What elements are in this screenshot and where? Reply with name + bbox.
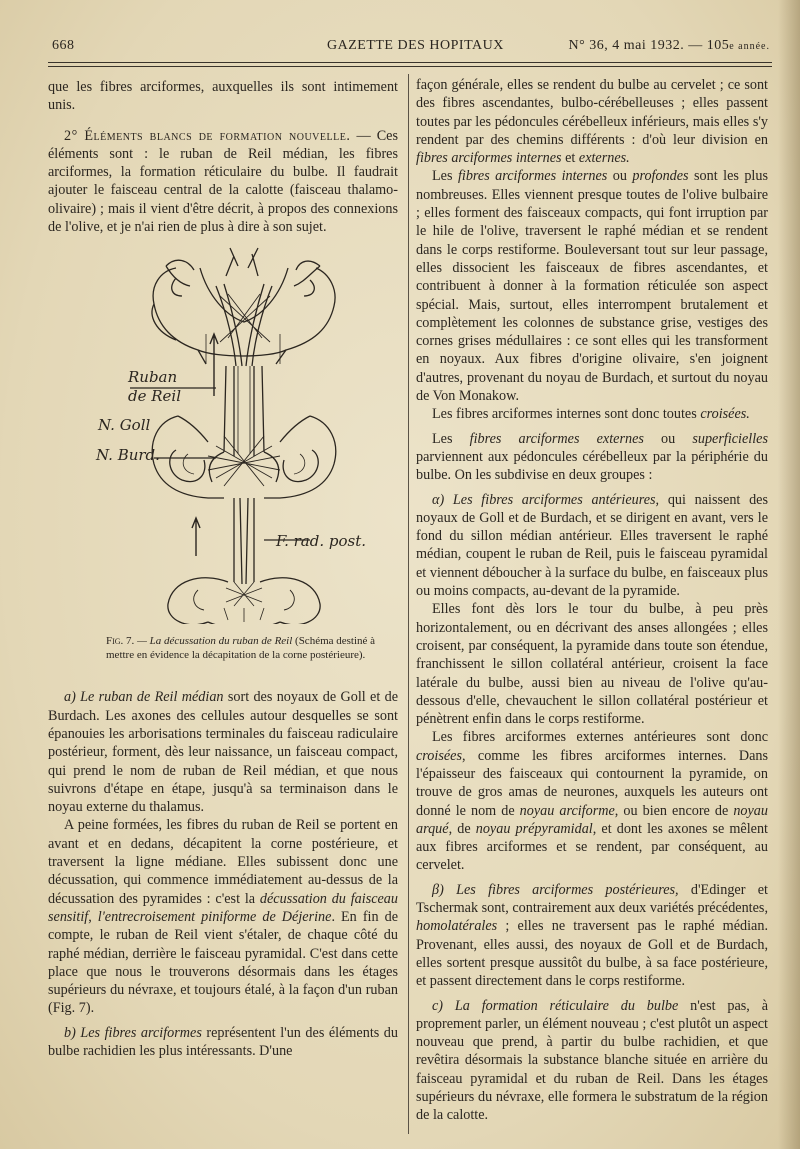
paragraph-fibres-arciformes: b) Les fibres arciformes représentent l'un des éléments du bulbe rachidien les plus intéressants. D'une: [48, 1024, 398, 1060]
label-n-goll: N. Goll: [98, 416, 151, 435]
paragraph-continuation-right: façon générale, elles se rendent du bulbe au cervelet ; ce sont des fibres ascendantes, bulbo-cérébelleuses ; elles passent toutes par les pédoncules cérébelleux inférieurs, mais elles s'y rendent par des chemins différents : d'où leur division en fibres arciformes internes et externes.: [416, 77, 768, 167]
figure-7-diagram: [48, 246, 398, 624]
figure-caption-text: (Schéma destiné à mettre en évidence la décapitation de la corne postérieure).: [106, 635, 376, 662]
label-f-rad-post: F. rad. post.: [276, 532, 366, 551]
paragraph-arciformes-externes: Les fibres arciformes externes ou superficielles parviennent aux pédoncules cérébelleux par la périphérie du bulbe. On les subdivise en deux groupes :: [416, 430, 768, 484]
label-ruban: Ruban: [128, 368, 178, 387]
header-rule-top: [48, 62, 772, 63]
section-heading: 2° Éléments blancs de formation nouvelle.: [64, 127, 351, 144]
page-number: 668: [52, 38, 75, 53]
paragraph-croisees: Les fibres arciformes internes sont donc toutes croisées.: [432, 406, 750, 423]
label-de-reil: de Reil: [128, 387, 182, 406]
journal-title: GAZETTE DES HOPITAUX: [327, 38, 504, 53]
header-rule-bottom: [48, 66, 772, 67]
figure-caption-label: Fig. 7.: [106, 635, 135, 648]
paragraph-ruban-de-reil: a) Le ruban de Reil médian sort des noyaux de Goll et de Burdach. Les axones des cellules autour desquelles se sont épanouies les arborisations terminales du faisceau radiculaire postérieur, forment, dès leur naissance, un faisceau compact, qui prend le nom de ruban de Reil médian, et que nous suivrons d'étape en étape, jusqu'à sa terminaison dans le noyau externe du thalamus.: [48, 689, 399, 816]
issue-date: N° 36, 4 mai 1932. — 105: [568, 38, 730, 53]
right-column: [416, 76, 768, 1125]
paragraph-elements-blancs: 2° Éléments blancs de formation nouvelle. — Ces éléments sont : le ruban de Reil médian, les fibres arciformes, la formation réticulaire du bulbe. Il faudrait ajouter le faisceau central de la calotte (faisceau thalamo-olivaire) ; mais il vient d'être décrit, à propos des connexions de l'olive, et je n'ai rien de plus à dire à son sujet.: [48, 127, 398, 236]
left-column: [48, 78, 398, 1060]
page-edge-shadow: [778, 0, 800, 1149]
paragraph-continuation: que les fibres arciformes, auxquelles ils sont intimement unis.: [48, 79, 398, 114]
figure-caption-title: — La décussation du ruban de Reil: [134, 635, 293, 648]
issue-year-suffix: e année.: [729, 41, 770, 52]
paragraph-noyau-arciforme: Les fibres arciformes externes antérieures sont donc croisées, comme les fibres arciformes internes. Dans l'épaisseur des faisceaux qui contournent la pyramide, on trouve de gros amas de neurones, auxquels les auteurs ont donné le nom de noyau arciforme, ou bien encore de noyau arqué, de noyau prépyramidal, et dont les axones se mêlent aux fibres arciformes et se rendent, par conséquent, au cervelet.: [416, 729, 768, 874]
paragraph-tour-du-bulbe: Elles font dès lors le tour du bulbe, à peu près horizontalement, ou en décrivant des anses allongées ; elles croisent, par conséquent, la pyramide dans toute son étendue, franchissent le sillon collatéral antérieur, croisent la face latérale du bulbe, aussi bien au niveau de l'olive qu'au-dessous d'elle, chevauchent le sillon collatéral postérieur et pénètrent enfin dans le corps restiforme.: [416, 601, 768, 728]
paragraph-alpha-anterieures: α) Les fibres arciformes antérieures, qui naissent des noyaux de Goll et de Burdach, et se dirigent en avant, vers le fond du sillon médian antérieur. Elles traversent le raphé médian, coupent le ruban de Reil, puis le faisceau pyramidal et viennent déboucher à la surface du bulbe, en faisceaux plus ou moins compacts, au-devant de la pyramide.: [416, 491, 768, 600]
paragraph-decussation: A peine formées, les fibres du ruban de Reil se portent en avant et en dedans, décapitent la corne postérieure, et traversent la ligne médiane. Elles subissent donc une décussation, qui commence immédiatement au-dessus de la décussation des pyramides : c'est la décussation du faisceau sensitif, l'entrecroisement piniforme de Déjerine. En fin de compte, le ruban de Reil vient s'étaler, de chaque côté du raphé médian, derrière le faisceau pyramidal. C'est dans cette place que nous le trouverons désormais dans les étages supérieurs du névraxe, et toujours étalé, à la façon d'un ruban (Fig. 7).: [48, 817, 399, 1017]
paragraph-formation-reticulaire: c) La formation réticulaire du bulbe n'est pas, à proprement parler, un élément nouveau ; c'est plutôt un aspect nouveau que prend, à partir du bulbe rachidien, et que revêtira désormais la substance blanche située en arrière du faisceau pyramidal et du ruban de Reil. Dans les étages supérieurs du névraxe, elle formera le substratum de la région de la calotte.: [416, 997, 768, 1124]
figure-caption: [106, 634, 376, 662]
figure-7: [48, 246, 398, 676]
column-divider: [408, 74, 409, 1134]
paragraph-arciformes-internes: Les fibres arciformes internes ou profondes sont les plus nombreuses. Elles viennent presque toutes de l'olive bulbaire ; elles forment des faisceaux compacts, qui font irruption par le hile de l'olive, traversent le raphé médian et se rendent dans le corps restiforme. Bouleversant tout sur leur passage, elles dissocient les faisceaux de fibres ascendantes, et contribuent à donner à la formation réticulée son aspect spécial. Mais, surtout, elles interrompent brutalement et complètement les colonnes de substance grise, vestiges des cornes grises médullaires : ce sont elles qui les transforment en noyaux. Aux fibres d'origine olivaire, s'en joignent d'autres, provenant du noyau de Burdach, et surtout du noyau de Von Monakow.: [416, 168, 768, 405]
running-header: [52, 38, 770, 56]
issue-info: [569, 38, 770, 54]
label-n-burd: N. Burd.: [96, 446, 160, 465]
paragraph-beta-posterieures: β) Les fibres arciformes postérieures, d'Edinger et Tschermak sont, contrairement aux deux variétés précédentes, homolatérales ; elles ne traversent pas le raphé médian. Provenant, elles aussi, des noyaux de Goll et de Burdach, elles sortent presque aussitôt du bulbe, à sa face postérieure, et passent directement dans le corps restiforme.: [416, 881, 768, 990]
